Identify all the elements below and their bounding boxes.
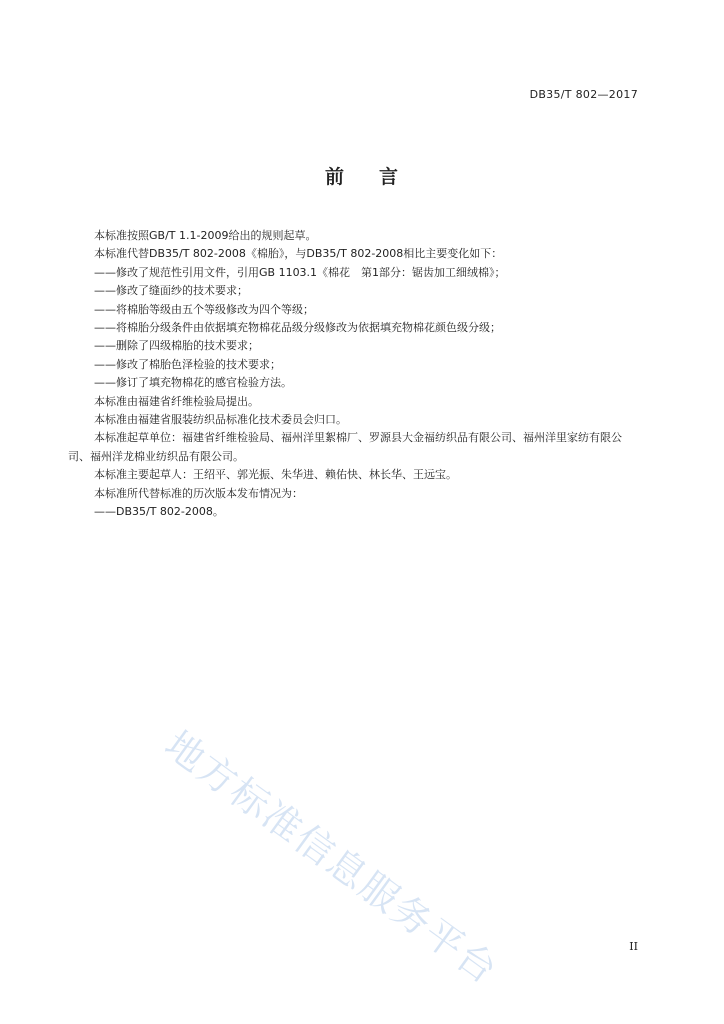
- change-item: ——修改了棉胎色泽检验的技术要求；: [94, 357, 281, 371]
- change-item: ——将棉胎分级条件由依据填充物棉花品级分级修改为依据填充物棉花颜色级分级；: [94, 321, 501, 335]
- paragraph: 本标准起草单位：福建省纤维检验局、福州洋里絮棉厂、罗源县大金福纺织品有限公司、福州洋里家纺有限公司、福州洋龙棉业纺织品有限公司。: [68, 431, 622, 463]
- change-item: ——将棉胎等级由五个等级修改为四个等级；: [94, 302, 314, 316]
- paragraph: 本标准由福建省纤维检验局提出。: [94, 394, 259, 408]
- change-item: ——删除了四级棉胎的技术要求；: [94, 339, 259, 353]
- change-item: ——修订了填充物棉花的感官检验方法。: [94, 376, 292, 390]
- page-number: II: [629, 940, 638, 953]
- page-title: [0, 162, 724, 189]
- title-char-1: 前: [324, 166, 345, 188]
- foreword-body: [68, 227, 640, 522]
- paragraph: 本标准由福建省服装纺织品标准化技术委员会归口。: [94, 413, 347, 427]
- paragraph: 本标准所代替标准的历次版本发布情况为：: [94, 486, 303, 500]
- change-item: ——修改了缝面纱的技术要求；: [94, 284, 248, 298]
- document-code: DB35/T 802—2017: [529, 88, 638, 101]
- paragraph: 本标准代替DB35/T 802-2008《棉胎》，与DB35/T 802-2008相比主要变化如下：: [94, 247, 503, 261]
- paragraph: 本标准主要起草人：王绍平、郭光振、朱华进、赖佑快、林长华、王远宝。: [94, 468, 457, 482]
- change-item: ——修改了规范性引用文件，引用GB 1103.1《棉花 第1部分：锯齿加工细绒棉》；: [94, 265, 506, 279]
- paragraph: 本标准按照GB/T 1.1-2009给出的规则起草。: [94, 229, 317, 242]
- title-char-2: 言: [379, 166, 400, 188]
- change-item: ——DB35/T 802-2008。: [94, 505, 224, 519]
- watermark: 地方标准信息服务平台: [156, 722, 507, 994]
